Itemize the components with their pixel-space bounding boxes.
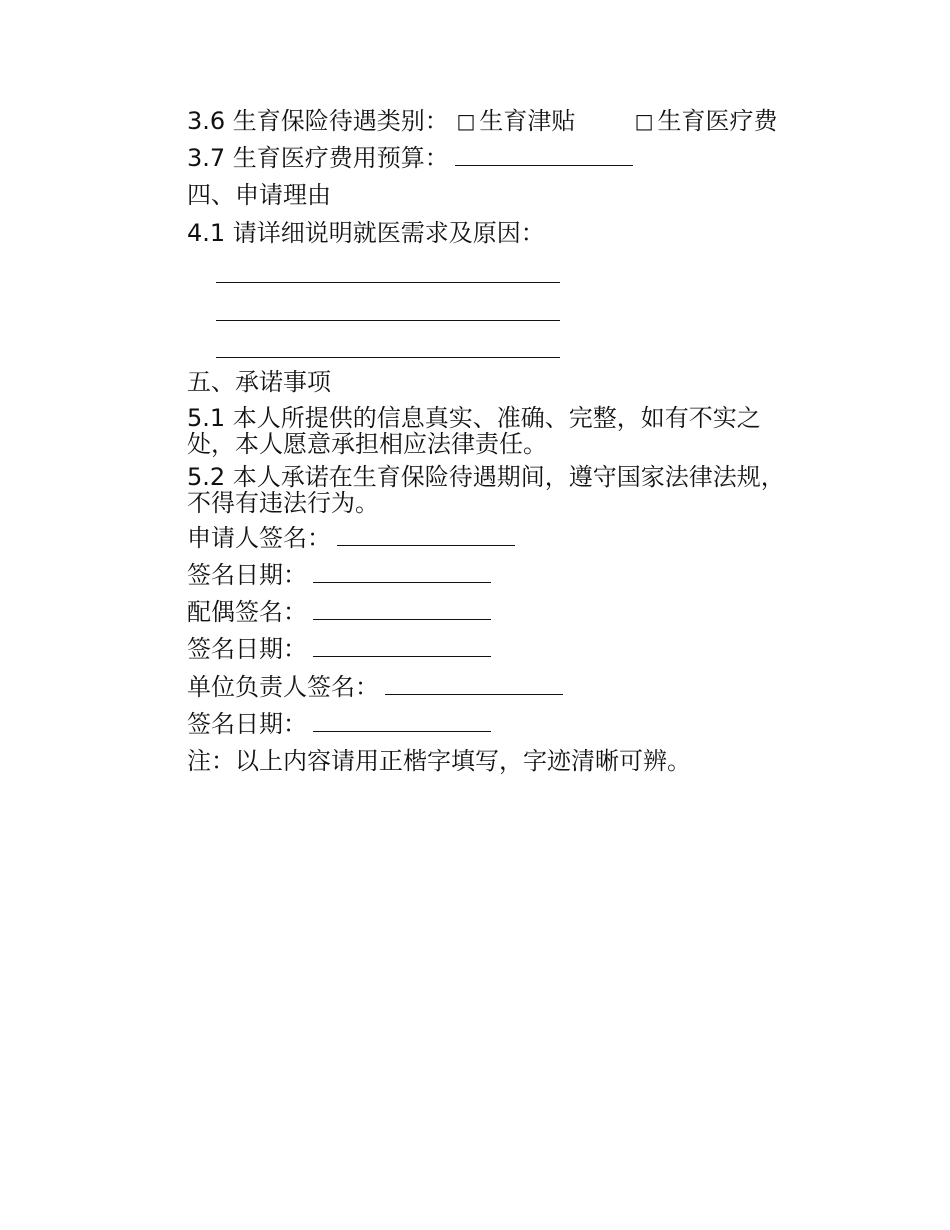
maternity-medical-fee-checkbox[interactable]: □: [634, 109, 654, 133]
maternity-benefit-type-row: [187, 106, 778, 137]
commitment-5-1: 5.1 本人所提供的信息真实、准确、完整，如有不实之处，本人愿意承担相应法律责任。: [187, 404, 761, 458]
spouse-date-field[interactable]: [313, 634, 491, 657]
section-4-heading: 四、申请理由: [187, 181, 331, 209]
unit-head-signature-field[interactable]: [385, 672, 563, 695]
spouse-signature-row: [187, 597, 491, 627]
reason-line-1[interactable]: [216, 282, 560, 283]
spouse-signature-label: 配偶签名：: [187, 598, 307, 626]
form-note: 注：以上内容请用正楷字填写，字迹清晰可辨。: [187, 747, 691, 775]
reason-line-2[interactable]: [216, 320, 560, 321]
unit-head-signature-row: [187, 672, 563, 702]
spouse-date-row: [187, 634, 491, 664]
medical-budget-label: 3.7 生育医疗费用预算：: [187, 144, 449, 172]
maternity-medical-fee-label: 生育医疗费: [657, 107, 778, 135]
medical-budget-row: [187, 143, 633, 173]
section-5-heading: 五、承诺事项: [187, 368, 331, 396]
unit-date-row: [187, 709, 491, 739]
spouse-date-label: 签名日期：: [187, 635, 307, 663]
maternity-allowance-checkbox[interactable]: □: [456, 109, 476, 133]
commitment-5-2: 5.2 本人承诺在生育保险待遇期间，遵守国家法律法规，不得有违法行为。: [187, 463, 785, 517]
reason-line-3[interactable]: [216, 357, 560, 358]
applicant-date-field[interactable]: [313, 560, 491, 583]
applicant-signature-field[interactable]: [337, 523, 515, 546]
applicant-signature-row: [187, 523, 515, 553]
unit-date-field[interactable]: [313, 709, 491, 732]
reason-label: 4.1 请详细说明就医需求及原因：: [187, 219, 545, 247]
medical-budget-field[interactable]: [455, 143, 633, 166]
spouse-signature-field[interactable]: [313, 597, 491, 620]
maternity-benefit-type-label: 3.6 生育保险待遇类别：: [187, 107, 449, 135]
applicant-date-label: 签名日期：: [187, 561, 307, 589]
unit-head-signature-label: 单位负责人签名：: [187, 673, 379, 701]
applicant-signature-label: 申请人签名：: [187, 524, 331, 552]
unit-date-label: 签名日期：: [187, 710, 307, 738]
maternity-allowance-label: 生育津贴: [479, 107, 576, 135]
applicant-date-row: [187, 560, 491, 590]
